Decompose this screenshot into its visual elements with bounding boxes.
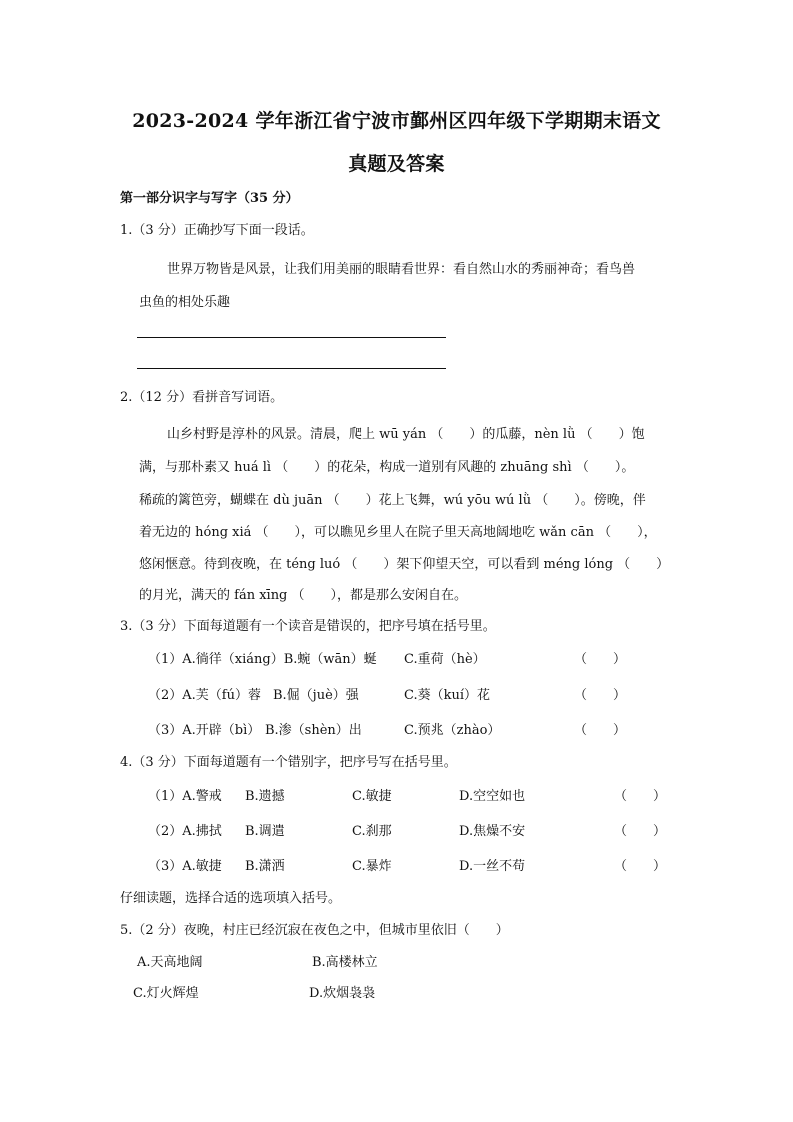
q4-row2-option-a: （2）A.拂拭 bbox=[148, 824, 222, 839]
question-3-stem: 3.（3 分）下面每道题有一个读音是错误的，把序号填在括号里。 bbox=[120, 619, 496, 634]
q3-row2-option-a: （2）A.芙（fú）蓉 bbox=[148, 688, 261, 703]
q3-row1-option-c: C.重荷（hè） bbox=[404, 652, 486, 667]
q4-row3-option-b: B.潇洒 bbox=[245, 859, 285, 874]
q3-row3-answer-paren[interactable]: （ ） bbox=[574, 723, 627, 738]
answer-line-2[interactable] bbox=[137, 368, 446, 369]
q3-row2-option-b: B.倔（juè）强 bbox=[273, 688, 359, 703]
question-2-line: 着无边的 hóng xiá （ ），可以瞧见乡里人在院子里天高地阔地吃 wǎn cān （ ）， bbox=[139, 525, 657, 540]
q3-row2-answer-paren[interactable]: （ ） bbox=[574, 688, 627, 703]
q4-row1-option-d: D.空空如也 bbox=[459, 789, 526, 804]
q4-row2-option-d: D.焦燥不安 bbox=[459, 824, 526, 839]
q4-row2-option-c: C.刹那 bbox=[352, 824, 392, 839]
question-2-line: 满，与那朴素又 huá lì （ ）的花朵，构成一道别有风趣的 zhuāng shì （ ）。 bbox=[139, 460, 635, 475]
question-1-stem: 1.（3 分）正确抄写下面一段话。 bbox=[120, 223, 314, 238]
q4-row1-option-c: C.敏捷 bbox=[352, 789, 392, 804]
q4-row2-option-b: B.调遣 bbox=[245, 824, 285, 839]
question-5-stem: 5.（2 分）夜晚，村庄已经沉寂在夜色之中，但城市里依旧（ ） bbox=[120, 923, 509, 938]
q4-row3-option-d: D.一丝不苟 bbox=[459, 859, 526, 874]
q3-row3-option-a: （3）A.开辟（bì） bbox=[148, 723, 261, 738]
q5-option-a[interactable]: A.天高地阔 bbox=[137, 955, 203, 970]
document-title-line1: 2023-2024 学年浙江省宁波市鄞州区四年级下学期期末语文 bbox=[132, 110, 661, 132]
question-2-line: 稀疏的篱笆旁，蝴蝶在 dù juān （ ）花上飞舞，wú yōu wú lǜ （ ）。傍晚，伴 bbox=[139, 493, 646, 508]
q3-row1-answer-paren[interactable]: （ ） bbox=[574, 652, 627, 667]
q3-row2-option-c: C.葵（kuí）花 bbox=[404, 688, 491, 703]
section-heading: 第一部分识字与写字（35 分） bbox=[120, 191, 299, 206]
q4-row3-answer-paren[interactable]: （ ） bbox=[614, 859, 667, 874]
question-2-line: 悠闲惬意。待到夜晚，在 téng luó （ ）架下仰望天空，可以看到 méng lóng （ ） bbox=[139, 557, 670, 572]
answer-line-1[interactable] bbox=[137, 337, 446, 338]
q4-row1-answer-paren[interactable]: （ ） bbox=[614, 789, 667, 804]
q4-row1-option-a: （1）A.警戒 bbox=[148, 789, 222, 804]
question-2-line: 山乡村野是淳朴的风景。清晨，爬上 wū yán （ ）的瓜藤，nèn lǜ （ ）饱 bbox=[167, 427, 645, 442]
question-2-line: 的月光，满天的 fán xīng （ ），都是那么安闲自在。 bbox=[139, 588, 468, 603]
q5-option-d[interactable]: D.炊烟袅袅 bbox=[309, 986, 376, 1001]
q4-row3-option-a: （3）A.敏捷 bbox=[148, 859, 222, 874]
q4-row1-option-b: B.遗撼 bbox=[245, 789, 285, 804]
q4-row2-answer-paren[interactable]: （ ） bbox=[614, 824, 667, 839]
question-2-stem: 2.（12 分）看拼音写词语。 bbox=[120, 390, 284, 405]
q3-row3-option-b: B.渗（shèn）出 bbox=[265, 723, 362, 738]
question-1-passage-line2: 虫鱼的相处乐趣 bbox=[139, 295, 231, 310]
q3-row1-option-a-b: （1）A.徜徉（xiáng）B.蜿（wān）蜒 bbox=[148, 652, 377, 667]
question-1-passage-line1: 世界万物皆是风景，让我们用美丽的眼睛看世界：看自然山水的秀丽神奇；看鸟兽 bbox=[167, 262, 636, 277]
q3-row3-option-c: C.预兆（zhào） bbox=[404, 723, 501, 738]
q5-option-c[interactable]: C.灯火辉煌 bbox=[133, 986, 199, 1001]
instruction-text: 仔细读题，选择合适的选项填入括号。 bbox=[120, 891, 342, 906]
question-4-stem: 4.（3 分）下面每道题有一个错别字，把序号写在括号里。 bbox=[120, 755, 457, 770]
q5-option-b[interactable]: B.高楼林立 bbox=[312, 955, 378, 970]
q4-row3-option-c: C.暴炸 bbox=[352, 859, 392, 874]
document-title-line2: 真题及答案 bbox=[348, 153, 445, 175]
